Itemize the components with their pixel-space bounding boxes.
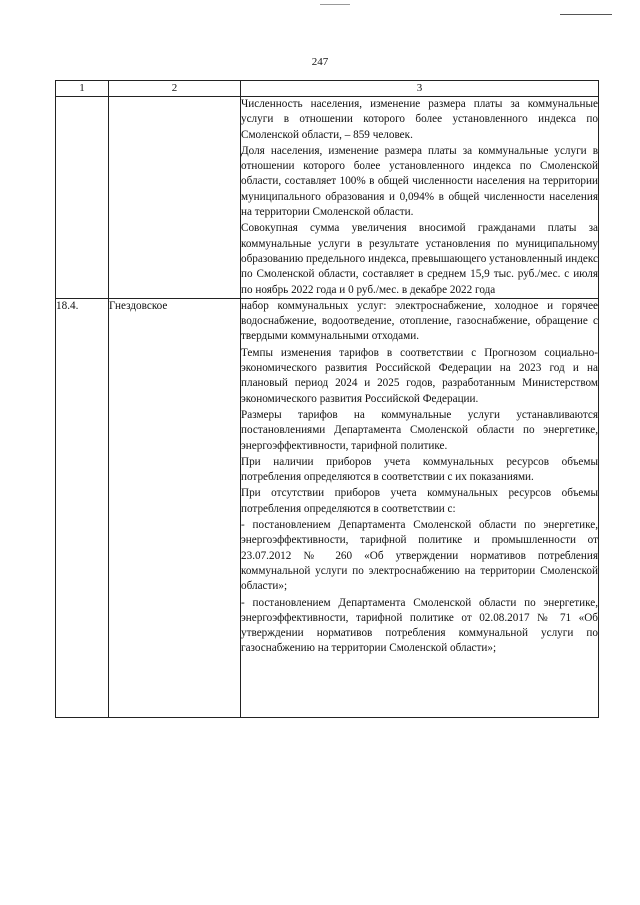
municipality-name: [109, 97, 241, 299]
paragraph: Темпы изменения тарифов в соответствии с Прогнозом социально-экономического развития Российской Федерации на 2023 год и на плановый период 2024 и 2025 годов, разработанным Министерством экономического развития Российской Федерации.: [241, 346, 598, 405]
paragraph: - постановлением Департамента Смоленской области по энергетике, энергоэффективности, тарифной политике от 02.08.2017 № 71 «Об утверждении нормативов потребления коммунальной услуги по газоснабжению на территории Смоленской области»;: [241, 596, 598, 655]
paragraph: Доля населения, изменение размера платы за коммунальные услуги в отношении которого более установленного индекса по Смоленской области, составляет 100% в общей численности населения на территории муниципального образования и 0,094% в общей численности населения на территории Смоленской области.: [241, 144, 598, 219]
scan-artifact-line: [560, 14, 612, 15]
paragraph: Совокупная сумма увеличения вносимой гражданами платы за коммунальные услуги в результате установления по муниципальному образованию предельного индекса, превышающего установленный индекс по Смоленской области, составляет в среднем 15,9 тыс. руб./мес. с июля по ноябрь 2022 года и 0 руб./мес. в декабре 2022 года: [241, 222, 598, 296]
row-number: [56, 97, 109, 299]
scan-artifact-line: [320, 4, 350, 5]
paragraph: При наличии приборов учета коммунальных ресурсов объемы потребления определяются в соответствии с их показаниями.: [241, 455, 598, 484]
paragraph: Размеры тарифов на коммунальные услуги устанавливаются постановлениями Департамента Смоленской области по энергетике, энергоэффективности, тарифной политике.: [241, 408, 598, 452]
row-number: 18.4.: [56, 298, 109, 717]
table-row: [56, 298, 599, 717]
document-table: [55, 80, 599, 718]
column-header: 1: [56, 81, 109, 97]
table-row: [56, 97, 599, 299]
column-header: 3: [241, 81, 599, 97]
paragraph: набор коммунальных услуг: электроснабжение, холодное и горячее водоснабжение, водоотведение, отопление, газоснабжение, обращение с твердыми коммунальными отходами.: [241, 299, 598, 343]
column-header: 2: [109, 81, 241, 97]
paragraph: Численность населения, изменение размера платы за коммунальные услуги в отношении которого более установленного индекса по Смоленской области, – 859 человек.: [241, 98, 598, 141]
table-header-row: [56, 81, 599, 97]
paragraph: - постановлением Департамента Смоленской области по энергетике, энергоэффективности, тарифной политике и промышленности от 23.07.2012 № 260 «Об утверждении нормативов потребления коммунальной услуги по электроснабжению на территории Смоленской области»;: [241, 519, 598, 593]
municipality-name: Гнездовское: [109, 298, 241, 717]
description-cell: [241, 298, 599, 717]
description-cell: [241, 97, 599, 299]
page-number: 247: [311, 56, 329, 68]
paragraph: При отсутствии приборов учета коммунальных ресурсов объемы потребления определяются в соответствии с:: [241, 487, 598, 515]
